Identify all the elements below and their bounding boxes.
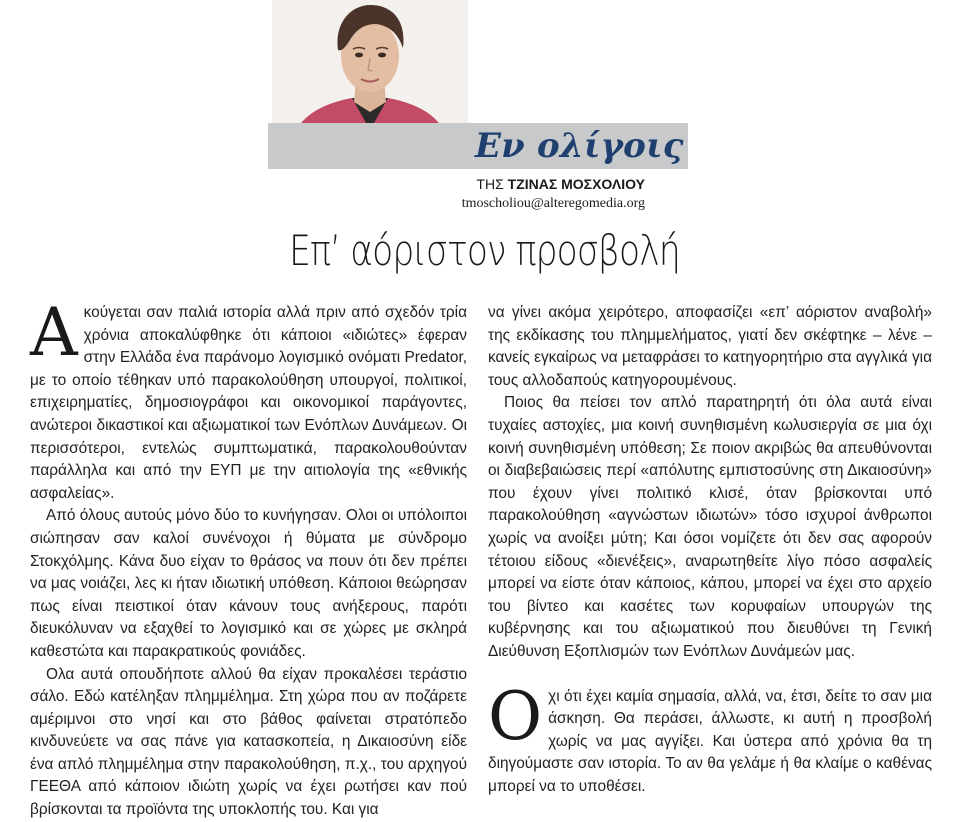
paragraph: Από όλους αυτούς μόνο δύο το κυνήγησαν. Ολοι οι υπόλοιποι σιώπησαν σαν καλοί συνένοχοι ή θύματα με σύνδρομο Στοκχόλμης. Κάνα δυο είχαν το θράσος να πουν ότι δεν πρέπει να μας νοιάζει, λες κι ήταν ιδιωτική υπόθεση. Κάποιοι θεώρησαν πως είναι πειστικοί όταν κάνουν τους ανήξερους, παρότι διευκόλυναν να εξαχθεί το λογισμικό και σε χώρες με σκληρά καθεστώτα και παρακρατικούς φονιάδες. [30,507,467,660]
paragraph [488,677,932,799]
author-name: ΤΖΙΝΑΣ ΜΟΣΧΟΛΙΟΥ [507,176,645,192]
column-name: Εν ολίγοις [475,126,684,166]
section-break [488,664,932,686]
author-photo [272,0,468,136]
paragraph: να γίνει ακόμα χειρότερο, αποφασίζει «επ’ αόριστον αναβολή» της εκδίκασης του πλημμελήματος, γιατί δεν σκέφτηκε – λένε – κανείς εγκαίρως να μεταφράσει το κατηγορητήριο στα αγγλικά για τους αλλοδαπούς κατηγορουμένους. [488,304,932,389]
paragraph: Ολα αυτά οπουδήποτε αλλού θα είχαν προκαλέσει τεράστιο σάλο. Εδώ κατέληξαν πλημμέλημα. Στη χώρα που αν ποζάρετε αμέριμνοι στο νησί και στο βάθος φαίνεται στρατόπεδο κινδυνεύετε να σας πάνε για κατασκοπεία, η Δικαιοσύνη είδε ένα απλό πλημμέλημα στην παρακολούθηση, π.χ., του αρχηγού ΓΕΕΘΑ από κάποιον ιδιώτη χωρίς να έχει ρωτήσει καν πού βρίσκονται τα προϊόντα της υποκλοπής του. Και για [30,665,467,819]
paragraph-text: χι ότι έχει καμία σημασία, αλλά, να, έτσι, δείτε το σαν μια άσκηση. Θα περάσει, άλλωστε, κι αυτή η προσβολή χωρίς να μας αγγίξει. Και ύστερα από χρόνια θα τη διηγούμαστε σαν ιστορία. Το αν θα γελάμε ή θα κλαίμε ο καθένας μπορεί να το υποθέσει. [488,687,932,795]
byline-prefix: ΤΗΣ [476,176,504,192]
article-column-left [30,294,467,822]
drop-cap: Α [30,294,78,371]
article-column-right [488,302,932,798]
drop-cap: Ο [488,677,543,755]
paragraph-text: κούγεται σαν παλιά ιστορία αλλά πριν από σχεδόν τρία χρόνια αποκαλύφθηκε ότι κάποιοι «ιδιώτες» έφεραν στην Ελλάδα ένα παράνομο λογισμικό ονόματι Predator, με το οποίο τέθηκαν υπό παρακολούθηση υπουργοί, πολιτικοί, επιχειρηματίες, δημοσιογράφοι και οικονομικοί παράγοντες, ανώτεροι δικαστικοί και αξιωματικοί των Ενόπλων Δυνάμεων. Οι περισσότεροι, εντελώς συμπτωματικά, παρακολουθούνταν παράλληλα και από την ΕΥΠ με την αιτιολογία της «εθνικής ασφαλείας». [30,304,467,502]
paragraph: Ποιος θα πείσει τον απλό παρατηρητή ότι όλα αυτά είναι τυχαίες αστοχίες, μια κοινή συνηθισμένη κωλυσιεργία σε μια όχι κοινή συνηθισμένη υπόθεση; Σε ποιον ακριβώς θα απευθύνονται οι διαβεβαιώσεις περί «απόλυτης εμπιστοσύνης στη Δικαιοσύνη» που έχουν γίνει πολιτικό κλισέ, όταν βρίσκονται υπό παρακολούθηση «αγνώστων ιδιωτών» τόσο ισχυροί άνθρωποι χωρίς να ανοίξει μύτη; Και όσοι νομίζετε ότι δεν σας αφορούν τέτοιου είδους «διενέξεις», αναρωτηθείτε λίγο πόσο ασφαλείς μπορεί να είστε όταν κάποιος, κάπου, μπορεί να έχει στο αρχείο του βίντεο και κασέτες των κορυφαίων υπουργών της κυβέρνησης και του αξιωματικού που διευθύνει τη Γενική Διεύθυνση Εξοπλισμών των Ενόπλων Δυνάμεών μας. [488,394,932,660]
column-header [0,0,969,210]
byline [476,176,645,192]
author-portrait-illustration [272,0,468,136]
author-email: tmoscholiou@alteregomedia.org [461,196,645,211]
article-headline: Επ’ αόριστον προσβολή [289,226,680,275]
paragraph [30,294,467,505]
